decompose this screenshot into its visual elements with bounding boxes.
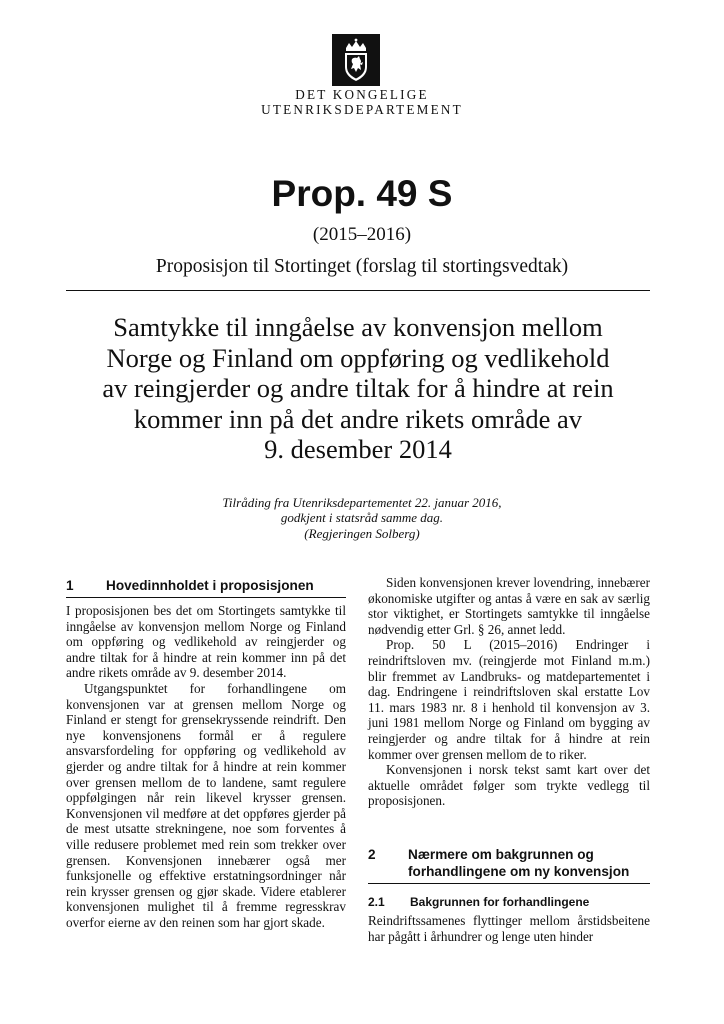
section-1-body-left: [66, 603, 346, 930]
document-title: [66, 312, 650, 465]
title-line: av reingjerder og andre tiltak for å hindre at rein: [102, 373, 614, 403]
section-number: 1: [66, 578, 74, 593]
section-2-heading: [368, 846, 650, 880]
section-1-body-right: [368, 575, 650, 809]
department-name-line1: DET KONGELIGE: [295, 87, 429, 102]
section-1-rule: [66, 597, 346, 598]
proposition-subtitle: Proposisjon til Stortinget (forslag til stortingsvedtak): [155, 256, 569, 277]
department-name-line2: UTENRIKSDEPARTEMENT: [261, 102, 463, 117]
section-title: Hovedinnholdet i proposisjonen: [106, 578, 314, 593]
title-line: Norge og Finland om oppføring og vedlikehold: [106, 342, 610, 373]
session-years: (2015–2016): [312, 224, 412, 245]
paragraph: I proposisjonen bes det om Stortingets samtykke til inngåelse av konvensjon mellom Norge og Finland om oppføring og vedlikehold av reingjerder og andre tiltak for å hindre at rein kommer inn på det andre rikets område av 9. desember 2014.: [66, 603, 346, 681]
paragraph: Reindriftssamenes flyttinger mellom årstidsbeitene har pågått i århundrer og lenge uten hinder: [368, 913, 650, 944]
approval-line: (Regjeringen Solberg): [304, 525, 420, 541]
norwegian-coat-of-arms-icon: [332, 34, 380, 86]
section-2-1-body: [368, 913, 650, 944]
section-2-rule: [368, 883, 650, 884]
section-number: 2: [368, 847, 376, 862]
paragraph: Konvensjonen i norsk tekst samt kart over det aktuelle området følger som trykte vedlegg til proposisjonen.: [368, 762, 650, 809]
approval-line: Tilråding fra Utenriksdepartementet 22. januar 2016,: [222, 495, 502, 510]
approval-line: godkjent i statsråd samme dag.: [280, 510, 444, 526]
title-divider: [66, 290, 650, 291]
subsection-title: Bakgrunnen for forhandlingene: [410, 895, 590, 909]
approval-note: [0, 495, 724, 541]
title-line: kommer inn på det andre rikets område av: [133, 403, 583, 434]
title-line: Samtykke til inngåelse av konvensjon mellom: [113, 312, 603, 342]
title-line: 9. desember 2014: [264, 434, 452, 464]
section-title-line1: Nærmere om bakgrunnen og: [408, 847, 594, 862]
proposition-number: Prop. 49 S: [271, 173, 453, 214]
paragraph: Prop. 50 L (2015–2016) Endringer i reindriftsloven mv. (reingjerde mot Finland m.m.) blir fremmet av Landbruks- og matdepartementet i dag. Endringene i reindriftsloven skal erstatte Lov 11. mars 1983 nr. 8 i henhold til konvensjon av 3. juni 1981 mellom Norge og Finland om bygging av reingjerder og andre tiltak for å hindre at rein kommer over grensen mellom de to riker.: [368, 637, 650, 762]
paragraph: Siden konvensjonen krever lovendring, innebærer økonomiske utgifter og antas å være en sak av særlig stor viktighet, er Stortingets samtykke til inngåelse nødvendig etter Grl. § 26, annet ledd.: [368, 575, 650, 637]
paragraph: Utgangspunktet for forhandlingene om konvensjonen var at grensen mellom Norge og Finland er stengt for grensekryssende reindrift. Den nye konvensjonens formål er å regulere ansvarsfordeling for oppføring og vedlikehold av gjerder og andre tiltak for å hindre at rein kommer over grensen mellom de to landene, samt regulere oppfølgingen når rein likevel krysser grensen. Konvensjonen vil medføre at det oppføres gjerder på de mest utsatte strekningene, noe som forventes å ville redusere problemet med rein som trekker over grensen. Konvensjonen innebærer også mer funksjonelle og effektive erstatningsordninger når rein krysser grensen og gjør skade. Videre etablerer konvensjonen mulighet til å fremme regresskrav overfor eierne av den reinen som har gjort skade.: [66, 680, 346, 930]
subsection-number: 2.1: [368, 895, 385, 909]
section-title-line2: forhandlingene om ny konvensjon: [408, 864, 630, 879]
